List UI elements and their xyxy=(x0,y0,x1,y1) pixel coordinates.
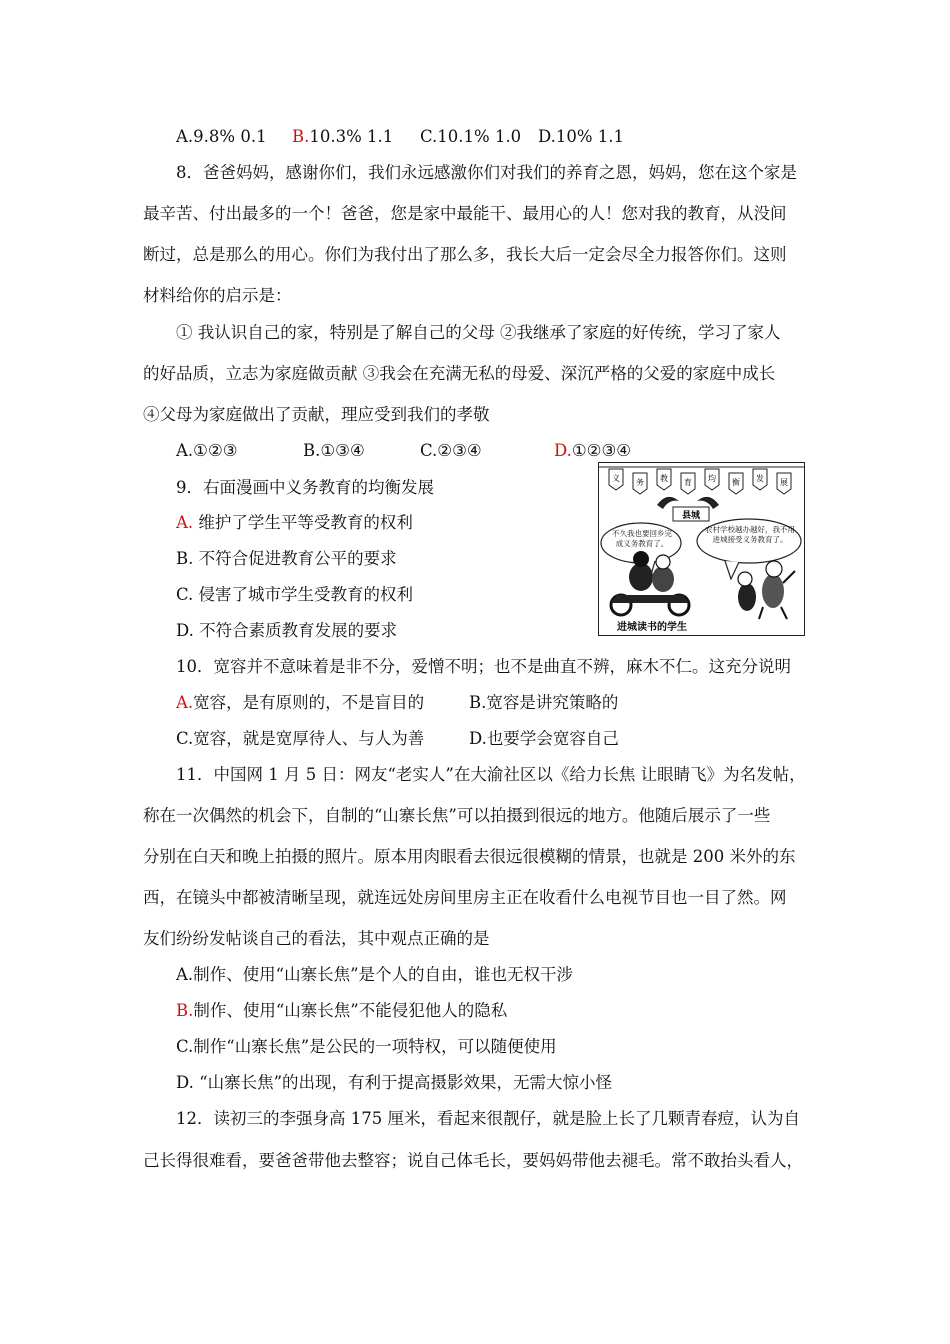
q8-answer-letter: D. xyxy=(554,441,572,460)
banner-flag-char: 义 xyxy=(612,474,620,483)
q9-option-b: B. 不符合促进教育公平的要求 xyxy=(176,549,397,568)
q8-line-6: 的好品质，立志为家庭做贡献 ③我会在充满无私的母爱、深沉严格的父爱的家庭中成长 xyxy=(143,364,776,383)
right-bubble-text: 农村学校越办越好，我不用进城接受义务教育了。 xyxy=(705,525,795,544)
q9-answer-letter: A. xyxy=(176,513,194,532)
q11-line-2: 称在一次偶然的机会下，自制的“山寨长焦”可以拍摄到很远的地方。他随后展示了一些 xyxy=(143,806,771,825)
q10-answer-letter: A. xyxy=(176,693,194,712)
education-cartoon xyxy=(598,462,805,636)
banner-flags xyxy=(609,469,791,494)
banner-flag-char: 展 xyxy=(780,478,788,487)
q8-option-d xyxy=(554,440,631,462)
q10-option-b: B.宽容是讲究策略的 xyxy=(469,693,619,712)
county-sign-label: 县城 xyxy=(681,511,701,521)
walking-family xyxy=(738,561,795,619)
q8-option-c: C.②③④ xyxy=(420,441,482,460)
q12-line-1: 12．读初三的李强身高 175 厘米，看起来很靓仔，就是脸上长了几颗青春痘，认为自 xyxy=(176,1109,800,1128)
q10-option-d: D.也要学会宽容自己 xyxy=(469,729,619,748)
q9-option-c: C. 侵害了城市学生受教育的权利 xyxy=(176,585,414,604)
banner-flag-char: 务 xyxy=(636,478,644,487)
banner-flag-char: 教 xyxy=(660,474,668,483)
banner-flag-char: 育 xyxy=(684,478,692,487)
q8-option-b: B.①③④ xyxy=(303,441,365,460)
q7-option-c: C.10.1% 1.0 xyxy=(420,127,522,146)
q12-line-2: 己长得很难看，要爸爸带他去整容；说自己体毛长，要妈妈带他去褪毛。常不敢抬头看人， xyxy=(143,1151,803,1170)
q10-option-a xyxy=(176,692,424,714)
q11-option-c: C.制作“山寨长焦”是公民的一项特权，可以随便使用 xyxy=(176,1037,557,1056)
q11-answer-letter: B. xyxy=(176,1001,194,1020)
q9-option-d: D. 不符合素质教育发展的要求 xyxy=(176,621,398,640)
q8-line-7: ④父母为家庭做出了贡献，理应受到我们的孝敬 xyxy=(143,405,490,424)
q10-option-a-text: 宽容，是有原则的，不是盲目的 xyxy=(193,693,425,712)
q7-option-b xyxy=(292,126,393,148)
q8-line-5: ① 我认识自己的家，特别是了解自己的父母 ②我继承了家庭的好传统，学习了家人 xyxy=(176,323,781,342)
q8-line-4: 材料给你的启示是： xyxy=(143,286,292,305)
q11-line-5: 友们纷纷发帖谈自己的看法，其中观点正确的是 xyxy=(143,929,490,948)
q7-option-d: D.10% 1.1 xyxy=(538,127,625,146)
q9-option-a xyxy=(176,512,413,534)
q11-option-d: D. “山寨长焦”的出现，有利于提高摄影效果，无需大惊小怪 xyxy=(176,1073,613,1092)
q8-line-2: 最辛苦、付出最多的一个！爸爸，您是家中最能干、最用心的人！您对我的教育，从没间 xyxy=(143,204,787,223)
banner-flag-char: 衡 xyxy=(732,478,740,487)
q11-line-1: 11．中国网 1 月 5 日：网友“老实人”在大渝社区以《给力长焦 让眼睛飞》为名发帖， xyxy=(176,765,806,784)
q9-stem: 9．右面漫画中义务教育的均衡发展 xyxy=(176,478,434,497)
q11-line-3: 分别在白天和晚上拍摄的照片。原本用肉眼看去很远很模糊的情景，也就是 200 米外的东 xyxy=(143,847,796,866)
q11-line-4: 西，在镜头中都被清晰呈现，就连远处房间里房主正在收看什么电视节目也一目了然。网 xyxy=(143,888,787,907)
cartoon-caption: 进城读书的学生 xyxy=(617,622,687,633)
q8-option-d-text: ①②③④ xyxy=(571,441,632,460)
q11-option-b xyxy=(176,1000,507,1022)
q7-option-a: A.9.8% 0.1 xyxy=(176,127,267,146)
banner-flag-char: 均 xyxy=(708,474,716,483)
q8-line-3: 断过，总是那么的用心。你们为我付出了那么多，我长大后一定会尽全力报答你们。这则 xyxy=(143,245,787,264)
q8-line-1: 8．爸爸妈妈，感谢你们，我们永远感激你们对我们的养育之恩，妈妈，您在这个家是 xyxy=(176,163,797,182)
cartoon-drawing xyxy=(599,463,804,635)
left-bubble-text: 不久我也要回乡完成义务教育了。 xyxy=(612,529,672,548)
banner-flag-char: 发 xyxy=(756,474,764,483)
q10-option-c: C.宽容，就是宽厚待人、与人为善 xyxy=(176,729,425,748)
q8-option-a: A.①②③ xyxy=(176,441,238,460)
q9-option-a-text: 维护了学生平等受教育的权利 xyxy=(193,513,413,532)
q10-stem: 10．宽容并不意味着是非不分，爱憎不明；也不是曲直不辨，麻木不仁。这充分说明 xyxy=(176,657,791,676)
q7-option-b-text: 10.3% 1.1 xyxy=(309,127,394,146)
q11-option-b-text: 制作、使用“山寨长焦”不能侵犯他人的隐私 xyxy=(193,1001,508,1020)
q7-answer-letter: B. xyxy=(292,127,310,146)
q11-option-a: A.制作、使用“山寨长焦”是个人的自由，谁也无权干涉 xyxy=(176,965,574,984)
